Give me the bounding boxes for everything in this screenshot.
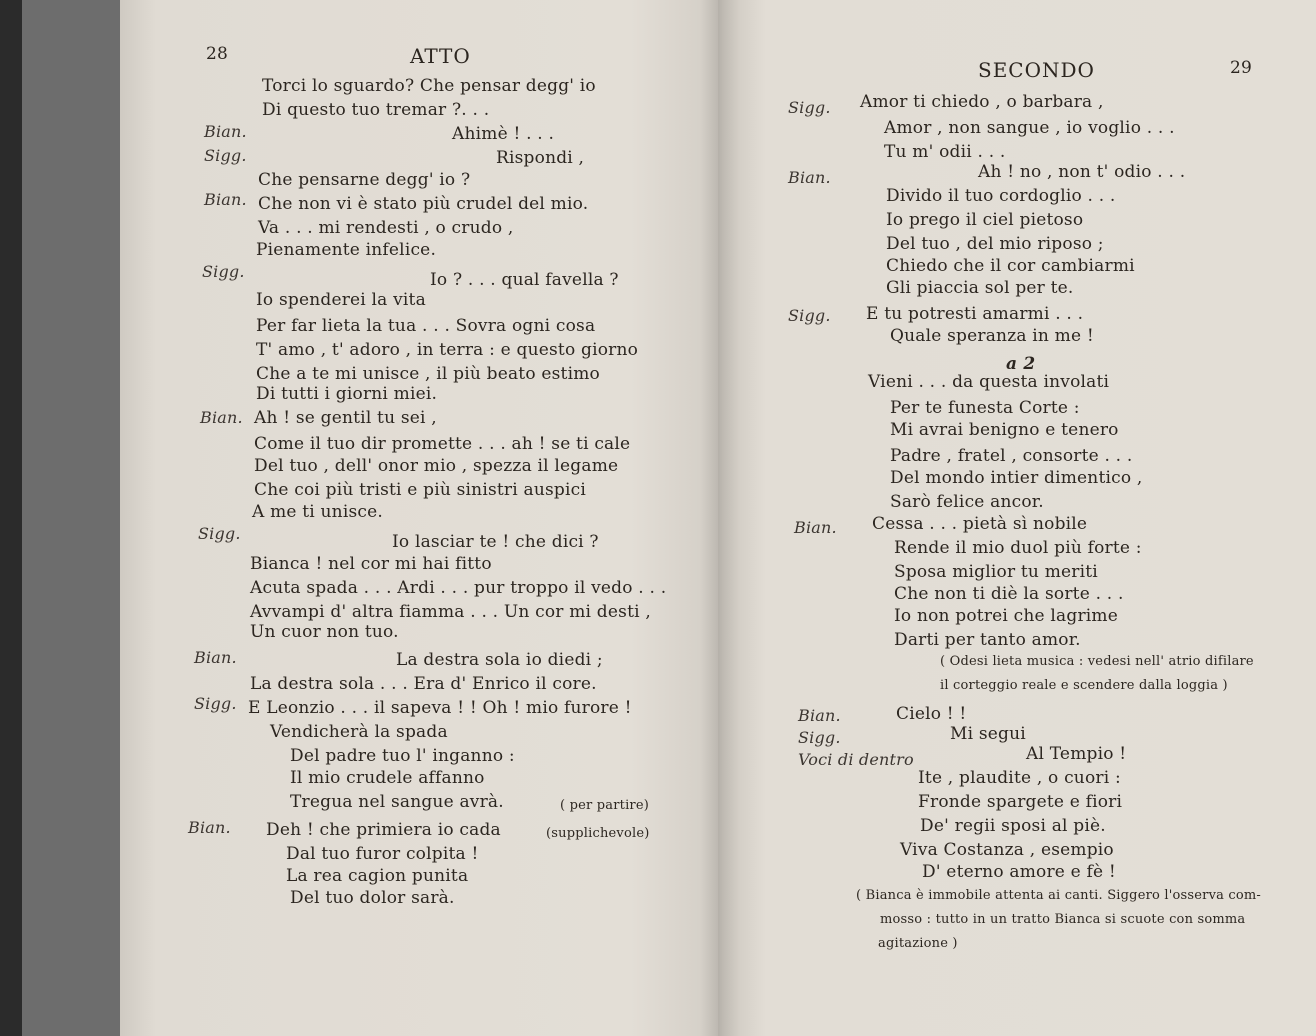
speaker-label: Sigg.: [788, 306, 831, 325]
speaker-label: Bian.: [798, 706, 841, 725]
text-line: E Leonzio . . . il sapeva ! ! Oh ! mio furore !: [248, 698, 632, 718]
stage-direction: ( Odesi lieta musica : vedesi nell' atrio difilare: [940, 654, 1254, 669]
book-gutter: [700, 0, 740, 1036]
text-line: Pienamente infelice.: [256, 240, 437, 260]
speaker-label: Sigg.: [798, 728, 841, 747]
text-line: Io prego il ciel pietoso: [886, 210, 1084, 230]
text-line: De' regii sposi al piè.: [920, 816, 1106, 836]
text-line: Che non vi è stato più crudel del mio.: [258, 194, 589, 214]
speaker-label: Voci di dentro: [798, 750, 914, 769]
page-number-right: 29: [1230, 58, 1253, 78]
text-line: Ah ! se gentil tu sei ,: [254, 408, 437, 428]
text-line: Gli piaccia sol per te.: [886, 278, 1074, 298]
text-line: Mi avrai benigno e tenero: [890, 420, 1119, 440]
text-line: Per far lieta la tua . . . Sovra ogni cosa: [256, 316, 596, 336]
text-line: Amor , non sangue , io voglio . . .: [884, 118, 1175, 138]
text-line: Del tuo , dell' onor mio , spezza il legame: [254, 456, 619, 476]
text-line: Sposa miglior tu meriti: [894, 562, 1098, 582]
text-line: Come il tuo dir promette . . . ah ! se ti cale: [254, 434, 631, 454]
text-line: Ite , plaudite , o cuori :: [918, 768, 1121, 788]
text-line: Per te funesta Corte :: [890, 398, 1080, 418]
speaker-label: Bian.: [788, 168, 831, 187]
stage-direction: agitazione ): [878, 936, 958, 951]
text-line: Acuta spada . . . Ardi . . . pur troppo il vedo . . .: [250, 578, 667, 598]
speaker-label: Sigg.: [194, 694, 237, 713]
speaker-label: Sigg.: [198, 524, 241, 543]
text-line: Deh ! che primiera io cada: [266, 820, 501, 840]
text-line: Quale speranza in me !: [890, 326, 1094, 346]
text-line: Chiedo che il cor cambiarmi: [886, 256, 1135, 276]
text-line: Del mondo intier dimentico ,: [890, 468, 1143, 488]
speaker-label: Bian.: [204, 190, 247, 209]
text-line: Sarò felice ancor.: [890, 492, 1044, 512]
text-line: Ahimè ! . . .: [452, 124, 555, 144]
text-line: Viva Costanza , esempio: [900, 840, 1114, 860]
text-line: Che non ti diè la sorte . . .: [894, 584, 1124, 604]
text-line: Io lasciar te ! che dici ?: [392, 532, 599, 552]
text-line: La destra sola io diedi ;: [396, 650, 603, 670]
text-line: Cessa . . . pietà sì nobile: [872, 514, 1088, 534]
speaker-label: Bian.: [204, 122, 247, 141]
background-dark-edge: [0, 0, 24, 1036]
text-line: Rende il mio duol più forte :: [894, 538, 1142, 558]
text-line: Cielo ! !: [896, 704, 967, 724]
text-line: a 2: [1006, 354, 1036, 374]
text-line: Rispondi ,: [496, 148, 585, 168]
text-line: Divido il tuo cordoglio . . .: [886, 186, 1116, 206]
running-head-right: SECONDO: [978, 58, 1095, 82]
text-line: Al Tempio !: [1026, 744, 1127, 764]
text-line: Che coi più tristi e più sinistri auspici: [254, 480, 586, 500]
text-line: E tu potresti amarmi . . .: [866, 304, 1084, 324]
speaker-label: Sigg.: [204, 146, 247, 165]
text-line: Torci lo sguardo? Che pensar degg' io: [262, 76, 596, 96]
stage-direction: (supplichevole): [546, 826, 650, 841]
book-cover-edge: [22, 0, 132, 1036]
text-line: Io non potrei che lagrime: [894, 606, 1118, 626]
text-line: Va . . . mi rendesti , o crudo ,: [258, 218, 514, 238]
speaker-label: Bian.: [200, 408, 243, 427]
text-line: Io spenderei la vita: [256, 290, 426, 310]
text-line: Avvampi d' altra fiamma . . . Un cor mi desti ,: [250, 602, 651, 622]
text-line: Che a te mi unisce , il più beato estimo: [256, 364, 600, 384]
text-line: Mi segui: [950, 724, 1026, 744]
text-line: Di questo tuo tremar ?. . .: [262, 100, 490, 120]
text-line: T' amo , t' adoro , in terra : e questo giorno: [256, 340, 639, 360]
speaker-label: Bian.: [194, 648, 237, 667]
text-line: Fronde spargete e fiori: [918, 792, 1123, 812]
text-line: Amor ti chiedo , o barbara ,: [860, 92, 1104, 112]
text-line: A me ti unisce.: [252, 502, 383, 522]
running-head-left: ATTO: [410, 44, 471, 68]
text-line: Che pensarne degg' io ?: [258, 170, 471, 190]
text-line: Un cuor non tuo.: [250, 622, 399, 642]
text-line: Tregua nel sangue avrà.: [290, 792, 504, 812]
text-line: Io ? . . . qual favella ?: [430, 270, 619, 290]
stage-direction: mosso : tutto in un tratto Bianca si scuote con somma: [880, 912, 1246, 927]
text-line: Tu m' odii . . .: [884, 142, 1006, 162]
stage-direction: il corteggio reale e scendere dalla loggia ): [940, 678, 1228, 693]
page-number-left: 28: [206, 44, 229, 64]
text-line: Del padre tuo l' inganno :: [290, 746, 515, 766]
stage-direction: ( Bianca è immobile attenta ai canti. Siggero l'osserva com-: [856, 888, 1262, 903]
text-line: Vendicherà la spada: [270, 722, 448, 742]
speaker-label: Bian.: [188, 818, 231, 837]
speaker-label: Sigg.: [202, 262, 245, 281]
speaker-label: Sigg.: [788, 98, 831, 117]
text-line: Di tutti i giorni miei.: [256, 384, 438, 404]
speaker-label: Bian.: [794, 518, 837, 537]
text-line: D' eterno amore e fè !: [922, 862, 1116, 882]
text-line: Vieni . . . da questa involati: [868, 372, 1110, 392]
text-line: Dal tuo furor colpita !: [286, 844, 479, 864]
text-line: La rea cagion punita: [286, 866, 469, 886]
text-line: Padre , fratel , consorte . . .: [890, 446, 1133, 466]
text-line: Del tuo , del mio riposo ;: [886, 234, 1104, 254]
text-line: Del tuo dolor sarà.: [290, 888, 455, 908]
text-line: La destra sola . . . Era d' Enrico il core.: [250, 674, 597, 694]
text-line: Bianca ! nel cor mi hai fitto: [250, 554, 492, 574]
text-line: Il mio crudele affanno: [290, 768, 485, 788]
text-line: Ah ! no , non t' odio . . .: [978, 162, 1186, 182]
text-line: Darti per tanto amor.: [894, 630, 1081, 650]
stage-direction: ( per partire): [560, 798, 650, 813]
